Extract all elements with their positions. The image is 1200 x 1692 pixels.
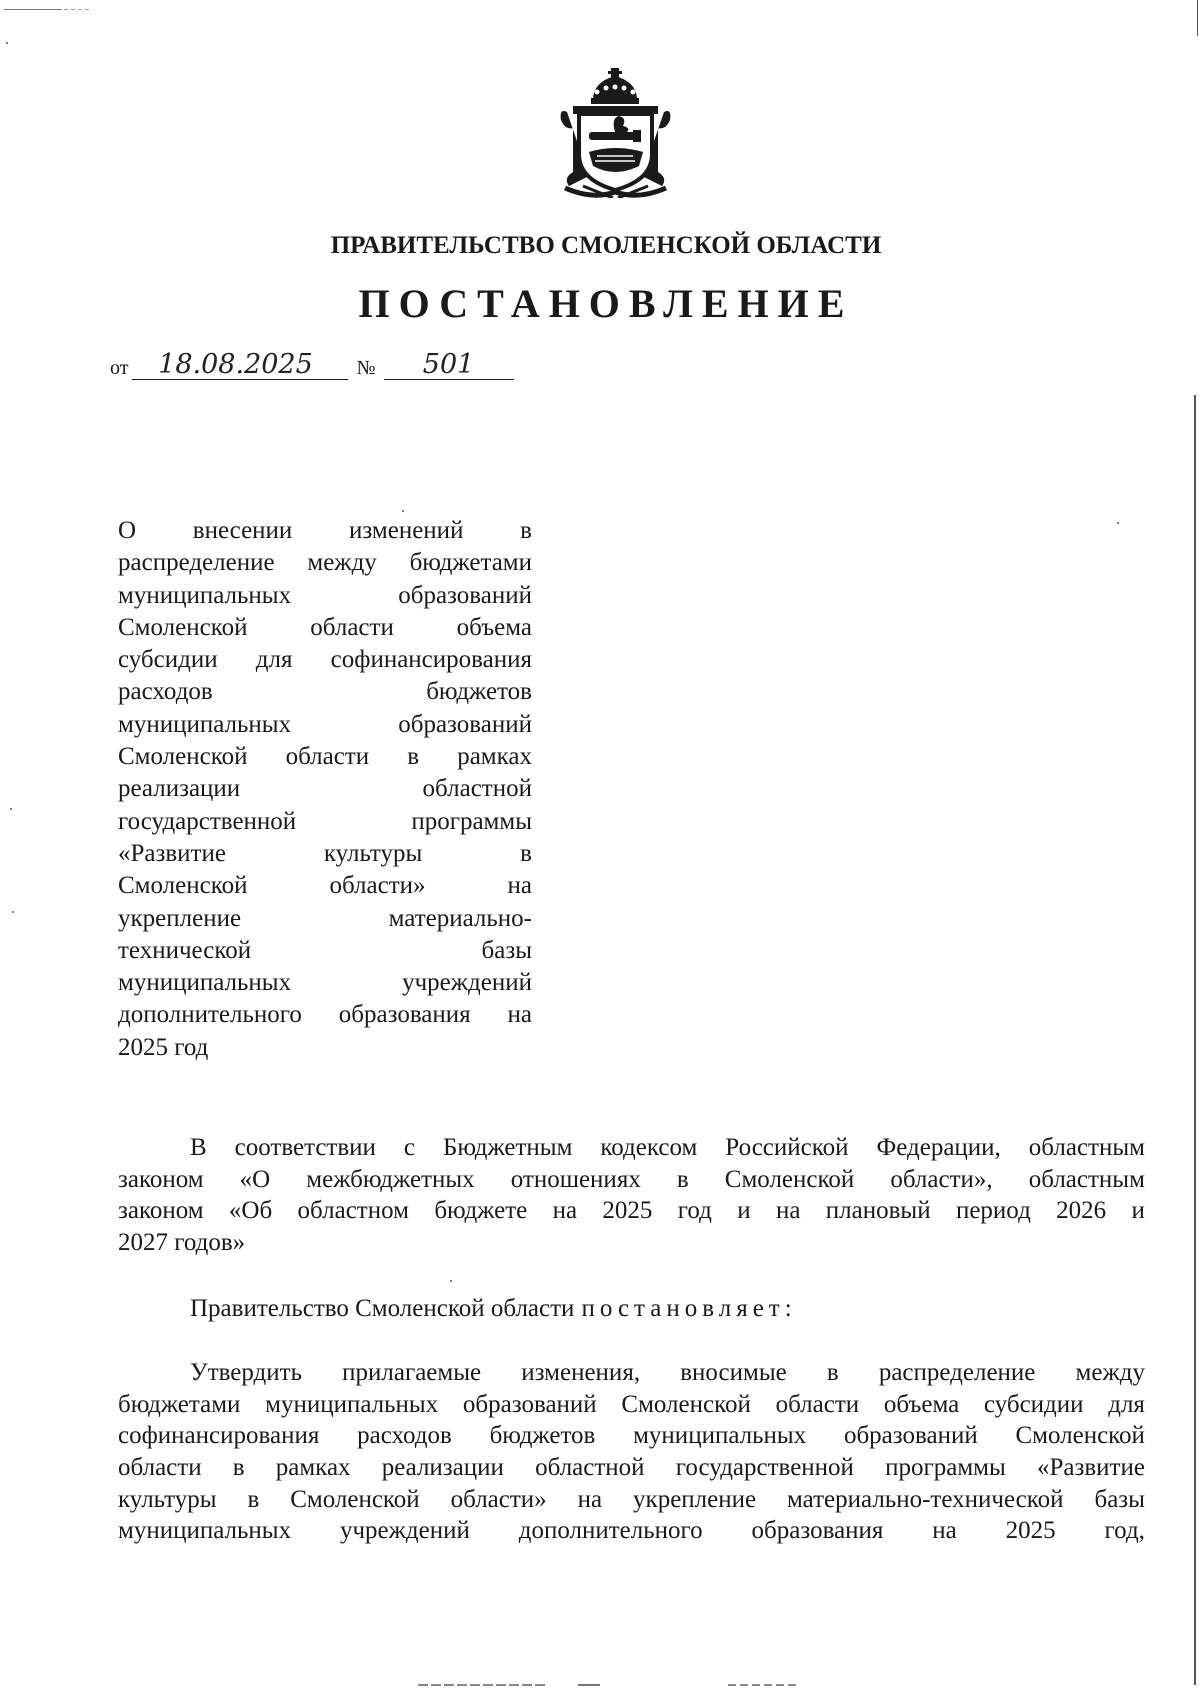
word: прилагаемые xyxy=(342,1359,482,1386)
word: Российской xyxy=(725,1134,849,1161)
word: О xyxy=(118,517,137,544)
word: для xyxy=(1108,1390,1145,1418)
resolves-verb: постановляет: xyxy=(581,1295,797,1322)
word: расходов xyxy=(357,1422,452,1450)
word: софинансирования xyxy=(118,1422,320,1450)
word: областным xyxy=(1028,1134,1145,1161)
word: укрепление xyxy=(633,1485,757,1513)
subject-line xyxy=(118,676,532,708)
word: образований xyxy=(462,1390,597,1418)
word: законом xyxy=(118,1165,204,1193)
word: на xyxy=(932,1517,957,1545)
word: муниципальных xyxy=(633,1422,807,1450)
word: отношениях xyxy=(510,1165,641,1193)
subject-line xyxy=(118,709,532,741)
word: соответствии xyxy=(234,1134,376,1161)
word: на xyxy=(507,872,532,900)
word: Смоленской xyxy=(1015,1422,1145,1450)
registration-line xyxy=(110,350,514,380)
preamble-line xyxy=(118,1132,1145,1164)
word: на xyxy=(775,1197,801,1225)
word: муниципальных xyxy=(118,969,292,997)
decision-paragraph xyxy=(118,1357,1145,1547)
preamble-line xyxy=(118,1227,1145,1259)
word: бюджетов xyxy=(426,678,532,706)
word: области xyxy=(118,1454,202,1482)
word: Смоленской xyxy=(118,613,248,641)
word: на xyxy=(507,1001,532,1029)
word: и xyxy=(1131,1197,1145,1225)
word: и xyxy=(737,1197,751,1225)
resolves-line xyxy=(118,1293,1145,1325)
word: Бюджетным xyxy=(442,1134,573,1161)
preamble-line xyxy=(118,1164,1145,1196)
word: внесении xyxy=(192,517,293,544)
word: между xyxy=(1075,1359,1145,1386)
word: «О xyxy=(239,1165,271,1193)
word: период xyxy=(955,1197,1031,1225)
word: рамках xyxy=(457,743,532,771)
word: объема xyxy=(883,1390,960,1418)
subject-line xyxy=(118,903,532,935)
word: бюджете xyxy=(434,1197,528,1225)
word: год, xyxy=(1104,1517,1145,1545)
scan-dot xyxy=(10,808,12,810)
subject-line xyxy=(118,935,532,967)
word: области xyxy=(310,613,394,641)
word: 2027 годов» xyxy=(118,1229,246,1257)
word: на xyxy=(577,1485,603,1513)
government-title: ПРАВИТЕЛЬСТВО СМОЛЕНСКОЙ ОБЛАСТИ xyxy=(330,232,882,259)
word: 2025 xyxy=(1005,1517,1056,1545)
subject-line xyxy=(118,612,532,644)
subject-line xyxy=(118,644,532,676)
word: областным xyxy=(1028,1165,1145,1193)
word: субсидии xyxy=(118,646,218,674)
word: муниципальных xyxy=(118,1517,292,1545)
word: 2025 xyxy=(602,1197,653,1225)
word: укрепление xyxy=(118,904,242,932)
word: дополнительного xyxy=(118,1001,302,1029)
subject-line xyxy=(118,838,532,870)
scan-bottom-mark xyxy=(728,1684,800,1686)
word: бюджетами xyxy=(118,1390,241,1418)
word: расходов xyxy=(118,678,213,706)
subject-line xyxy=(118,999,532,1031)
word: дополнительного xyxy=(518,1517,703,1545)
word: «Развитие xyxy=(1036,1454,1145,1482)
word: образований xyxy=(398,581,532,609)
word: изменений xyxy=(349,517,464,544)
word: для xyxy=(255,646,293,674)
word: между xyxy=(307,549,377,577)
word: программы xyxy=(885,1454,1006,1482)
word: с xyxy=(403,1134,415,1161)
decision-line xyxy=(118,1420,1145,1452)
subject-line xyxy=(118,515,532,547)
scan-dot xyxy=(450,1280,452,1282)
word: межбюджетных xyxy=(306,1165,475,1193)
word: учреждений xyxy=(402,969,532,997)
scan-artifact-line xyxy=(4,9,62,10)
word: 2026 xyxy=(1056,1197,1107,1225)
word: области» xyxy=(450,1485,547,1513)
decision-line xyxy=(118,1452,1145,1484)
scan-bottom-mark xyxy=(578,1684,600,1686)
word: областной xyxy=(535,1454,645,1482)
decision-line xyxy=(118,1484,1145,1516)
scan-edge-right xyxy=(1194,395,1196,1685)
subject-line xyxy=(118,741,532,773)
scan-edge-right-top xyxy=(1197,0,1198,36)
word: в xyxy=(826,1359,839,1386)
word: государственной xyxy=(675,1454,854,1482)
word: программы xyxy=(411,807,532,835)
number-sign: № xyxy=(356,357,376,379)
word: образования xyxy=(338,1001,471,1029)
word: бюджетов xyxy=(489,1422,596,1450)
word: государственной xyxy=(118,807,297,835)
handwritten-number: 501 xyxy=(384,351,514,380)
word: Смоленской xyxy=(724,1165,855,1193)
word: Утвердить xyxy=(190,1359,302,1386)
decision-line xyxy=(118,1357,1145,1389)
word: образований xyxy=(843,1422,978,1450)
word: муниципальных xyxy=(265,1390,439,1418)
word: 2025 год xyxy=(118,1033,209,1061)
word: «Об xyxy=(228,1197,273,1225)
resolves-text: Правительство Смоленской области xyxy=(190,1295,575,1322)
word: базы xyxy=(481,936,532,964)
word: «Развитие xyxy=(118,839,226,867)
word: культуры xyxy=(323,839,423,867)
word: распределение xyxy=(118,549,275,577)
word: материально-технической xyxy=(787,1485,1064,1513)
word: Смоленской xyxy=(118,872,248,900)
subject-line xyxy=(118,773,532,805)
scan-artifact-dashes xyxy=(64,9,90,10)
word: объема xyxy=(456,613,532,641)
document-subject xyxy=(118,515,532,1064)
word: субсидии xyxy=(983,1390,1084,1418)
word: кодексом xyxy=(600,1134,698,1161)
scan-dot xyxy=(1117,522,1119,524)
preamble-line xyxy=(118,1195,1145,1227)
handwritten-date: 18.08.2025 xyxy=(132,351,348,380)
word: вносимые xyxy=(680,1359,787,1386)
decision-line xyxy=(118,1515,1145,1547)
word: технической xyxy=(118,936,252,964)
word: области xyxy=(285,743,370,771)
word: Смоленской xyxy=(621,1390,751,1418)
word: софинансирования xyxy=(330,646,532,674)
word: образований xyxy=(398,710,532,738)
word: в xyxy=(520,839,532,867)
document-type: ПОСТАНОВЛЕНИЕ xyxy=(358,281,854,326)
word: Смоленской xyxy=(290,1485,420,1513)
word: области xyxy=(775,1390,860,1418)
word: учреждений xyxy=(339,1517,470,1545)
word: муниципальных xyxy=(118,581,292,609)
word: на xyxy=(552,1197,578,1225)
decision-line xyxy=(118,1389,1145,1421)
word: в xyxy=(232,1454,245,1482)
word: год xyxy=(677,1197,712,1225)
word: в xyxy=(676,1165,689,1193)
word: В xyxy=(190,1134,207,1161)
word: муниципальных xyxy=(118,710,292,738)
word: базы xyxy=(1094,1485,1145,1513)
scan-bottom-mark xyxy=(418,1684,548,1686)
subject-line xyxy=(118,1032,532,1064)
subject-line xyxy=(118,806,532,838)
word: реализации xyxy=(381,1454,504,1482)
word: плановый xyxy=(825,1197,931,1225)
word: области», xyxy=(890,1165,993,1193)
word: в xyxy=(520,517,532,544)
date-prefix: от xyxy=(110,357,129,379)
word: в xyxy=(247,1485,260,1513)
word: изменения, xyxy=(521,1359,641,1386)
subject-line xyxy=(118,870,532,902)
word: законом xyxy=(118,1197,204,1225)
word: областном xyxy=(297,1197,409,1225)
subject-line xyxy=(118,580,532,612)
word: областной xyxy=(422,775,532,803)
word: культуры xyxy=(118,1485,217,1513)
word: бюджетами xyxy=(409,549,532,577)
scan-dot xyxy=(12,911,14,913)
word: материально- xyxy=(388,904,532,932)
preamble-paragraph xyxy=(118,1132,1145,1259)
word: Смоленской xyxy=(118,743,248,771)
subject-line xyxy=(118,547,532,579)
word: распределение xyxy=(878,1359,1036,1386)
scan-dot xyxy=(6,42,8,44)
word: в xyxy=(407,743,420,771)
word: образования xyxy=(751,1517,884,1545)
coat-of-arms-icon xyxy=(553,68,678,198)
subject-line xyxy=(118,967,532,999)
scan-dot xyxy=(402,510,404,512)
word: области» xyxy=(329,872,426,900)
word: рамках xyxy=(275,1454,351,1482)
word: реализации xyxy=(118,775,241,803)
word: Федерации, xyxy=(876,1134,1001,1161)
